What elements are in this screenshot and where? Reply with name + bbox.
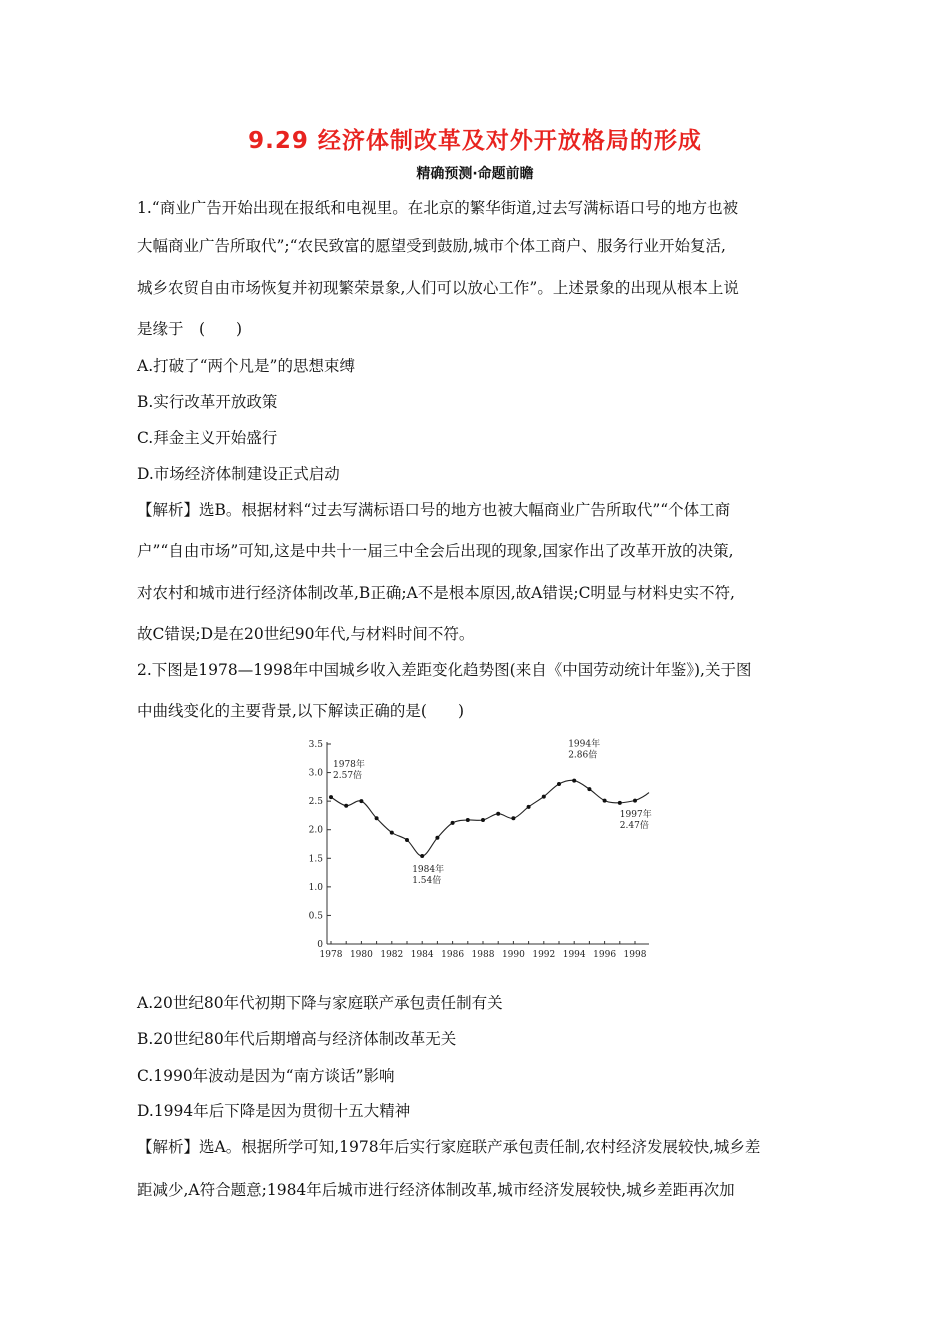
q1-analysis-line-3: 对农村和城市进行经济体制改革,B正确;A不是根本原因,故A错误;C明显与材料史实不符,: [137, 584, 735, 602]
data-point-1980: [359, 799, 363, 803]
q1-option-b: B.实行改革开放政策: [137, 393, 278, 411]
q2-stem-line-2: 中曲线变化的主要背景,以下解读正确的是( ): [137, 702, 465, 720]
annotation-1978-line-1: 1978年: [333, 760, 365, 771]
y-tick-label: 3.5: [308, 740, 323, 750]
q1-analysis-line-1: 【解析】选B。根据材料“过去写满标语口号的地方也被大幅商业广告所取代”“个体工商: [137, 501, 731, 519]
data-point-1991: [527, 805, 531, 809]
data-point-1985: [435, 836, 439, 840]
q1-option-c: C.拜金主义开始盛行: [137, 429, 278, 447]
x-tick-label: 1994: [562, 950, 586, 960]
data-point-1995: [587, 787, 591, 791]
q1-option-a: A.打破了“两个凡是”的思想束缚: [137, 357, 355, 375]
data-point-1982: [390, 831, 394, 835]
page-title: 9.29 经济体制改革及对外开放格局的形成: [248, 128, 702, 154]
annotation-1997-line-2: 2.47倍: [619, 820, 649, 831]
data-point-1996: [603, 799, 607, 803]
q1-stem-line-2: 大幅商业广告所取代”;“农民致富的愿望受到鼓励,城市个体工商户、服务行业开始复活,: [137, 237, 726, 255]
q2-analysis-line-2: 距减少,A符合题意;1984年后城市进行经济体制改革,城市经济发展较快,城乡差距再次加: [137, 1181, 735, 1199]
annotation-1994-line-2: 2.86倍: [568, 750, 598, 761]
x-tick-label: 1992: [532, 950, 556, 960]
y-tick-label: 1.0: [308, 882, 323, 893]
data-point-1983: [405, 838, 409, 842]
annotation-1994-line-1: 1994年: [568, 739, 601, 750]
data-point-1986: [451, 821, 455, 825]
data-point-1993: [557, 782, 561, 786]
q2-option-b: B.20世纪80年代后期增高与经济体制改革无关: [137, 1030, 457, 1048]
q1-option-d: D.市场经济体制建设正式启动: [137, 465, 340, 483]
x-tick-label: 1982: [380, 950, 404, 960]
x-tick-label: 1980: [349, 950, 373, 960]
data-point-1984: [420, 854, 424, 858]
data-point-1997: [618, 801, 622, 805]
chart-svg: [300, 732, 660, 967]
data-point-1989: [496, 812, 500, 816]
q1-stem-line-3: 城乡农贸自由市场恢复并初现繁荣景象,人们可以放心工作”。上述景象的出现从根本上说: [137, 279, 739, 297]
data-point-1992: [542, 795, 546, 799]
income-gap-chart: [300, 732, 660, 967]
y-tick-label: 2.0: [308, 825, 323, 836]
q2-option-c: C.1990年波动是因为“南方谈话”影响: [137, 1067, 395, 1085]
q2-analysis-line-1: 【解析】选A。根据所学可知,1978年后实行家庭联产承包责任制,农村经济发展较快,城乡差: [137, 1138, 761, 1156]
y-tick-label: 2.5: [308, 797, 323, 808]
q1-analysis-line-2: 户”“自由市场”可知,这是中共十一届三中全会后出现的现象,国家作出了改革开放的决策,: [137, 542, 734, 560]
q2-option-a: A.20世纪80年代初期下降与家庭联产承包责任制有关: [137, 994, 503, 1012]
data-point-1998: [633, 799, 637, 803]
q1-analysis-line-4: 故C错误;D是在20世纪90年代,与材料时间不符。: [137, 625, 475, 643]
x-tick-label: 1986: [441, 950, 465, 960]
annotation-1997-line-1: 1997年: [619, 809, 652, 820]
x-tick-label: 1978: [319, 950, 343, 960]
x-tick-label: 1990: [501, 950, 525, 960]
y-tick-label: 3.0: [308, 768, 323, 779]
q1-stem-line-4: 是缘于 ( ): [137, 320, 243, 338]
data-point-1987: [466, 818, 470, 822]
x-tick-label: 1988: [471, 950, 495, 960]
q2-option-d: D.1994年后下降是因为贯彻十五大精神: [137, 1102, 411, 1120]
series-line: [331, 780, 649, 856]
x-tick-label: 1996: [593, 950, 617, 960]
annotation-1984-line-2: 1.54倍: [412, 876, 442, 886]
annotation-1984-line-1: 1984年: [412, 865, 445, 875]
data-point-1979: [344, 804, 348, 808]
y-tick-label: 0: [317, 940, 323, 950]
y-tick-label: 1.5: [308, 854, 323, 865]
data-point-1990: [511, 816, 515, 820]
section-subtitle: 精确预测·命题前瞻: [416, 166, 534, 182]
y-tick-label: 0.5: [308, 911, 323, 922]
q2-stem-line-1: 2.下图是1978—1998年中国城乡收入差距变化趋势图(来自《中国劳动统计年鉴》),关于图: [137, 661, 752, 679]
x-tick-label: 1984: [410, 950, 434, 960]
q1-stem-line-1: 1.“商业广告开始出现在报纸和电视里。在北京的繁华街道,过去写满标语口号的地方也被: [137, 199, 739, 217]
x-tick-label: 1998: [623, 950, 647, 960]
annotation-1978-line-2: 2.57倍: [333, 771, 363, 782]
data-point-1981: [375, 816, 379, 820]
data-point-1994: [572, 779, 576, 783]
data-point-1988: [481, 818, 485, 822]
data-point-1978: [329, 795, 333, 799]
